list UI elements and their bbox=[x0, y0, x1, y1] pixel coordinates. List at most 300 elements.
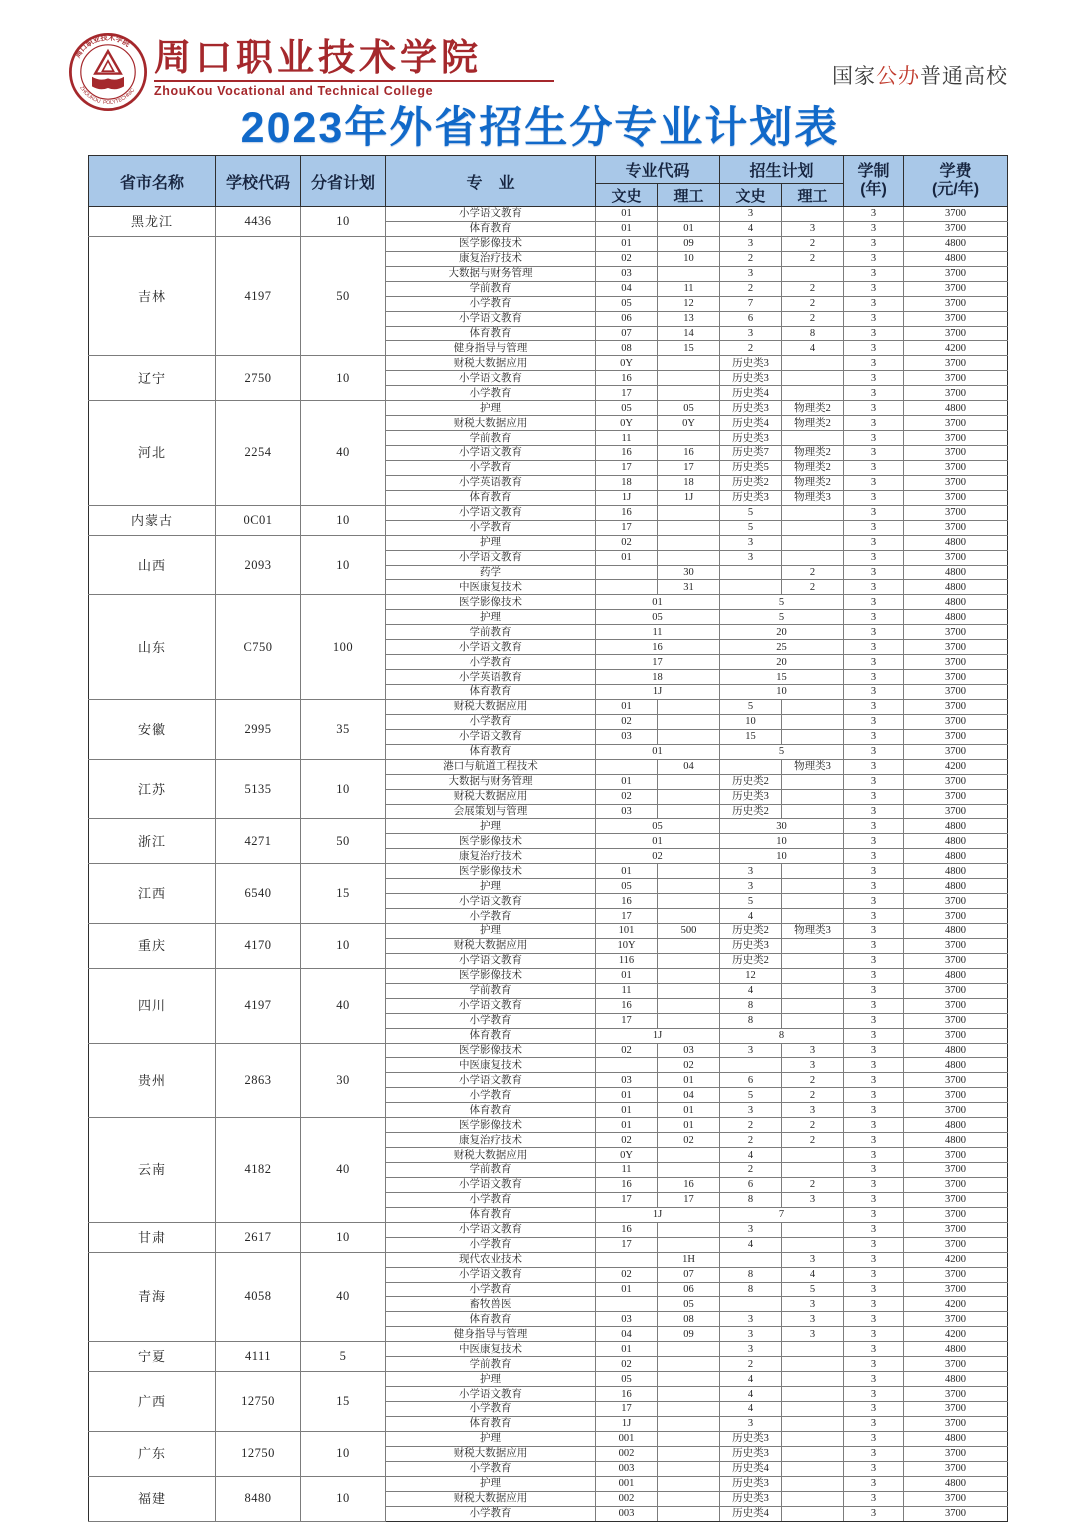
years-cell: 3 bbox=[844, 625, 904, 640]
major-code-ws-cell: 1J bbox=[596, 490, 658, 505]
tuition-cell: 4800 bbox=[904, 1431, 1008, 1446]
years-cell: 3 bbox=[844, 1342, 904, 1357]
enroll-plan-lg-cell bbox=[782, 1163, 844, 1178]
school-code-cell: 2254 bbox=[216, 401, 301, 506]
enroll-plan-ws-cell: 历史类3 bbox=[720, 356, 782, 371]
years-cell: 3 bbox=[844, 909, 904, 924]
enroll-plan-ws-cell: 3 bbox=[720, 1312, 782, 1327]
header-major-code: 专业代码 bbox=[596, 156, 720, 184]
major-code-lg-cell: 01 bbox=[658, 1118, 720, 1133]
school-code-cell: 4182 bbox=[216, 1118, 301, 1223]
province-cell: 山东 bbox=[89, 595, 216, 700]
enroll-plan-cell: 7 bbox=[720, 1207, 844, 1222]
enrollment-plan-table bbox=[88, 155, 1008, 1522]
tuition-cell: 3700 bbox=[904, 1446, 1008, 1461]
table-row bbox=[89, 535, 1008, 550]
enroll-plan-ws-cell: 4 bbox=[720, 1387, 782, 1402]
enroll-plan-ws-cell: 历史类3 bbox=[720, 490, 782, 505]
years-cell: 3 bbox=[844, 1043, 904, 1058]
major-cell: 小学英语教育 bbox=[386, 475, 596, 490]
school-code-cell: 5135 bbox=[216, 759, 301, 819]
enroll-plan-ws-cell bbox=[720, 759, 782, 774]
tuition-cell: 3700 bbox=[904, 1222, 1008, 1237]
enroll-plan-lg-cell: 4 bbox=[782, 341, 844, 356]
major-cell: 小学语文教育 bbox=[386, 550, 596, 565]
province-plan-cell: 10 bbox=[301, 1431, 386, 1476]
major-code-lg-cell bbox=[658, 1222, 720, 1237]
years-cell: 3 bbox=[844, 1222, 904, 1237]
header-code-ws: 文史 bbox=[596, 184, 658, 207]
province-plan-cell: 50 bbox=[301, 819, 386, 864]
major-cell: 小学语文教育 bbox=[386, 729, 596, 744]
province-plan-cell: 100 bbox=[301, 595, 386, 700]
major-cell: 小学教育 bbox=[386, 1088, 596, 1103]
tuition-cell: 4800 bbox=[904, 251, 1008, 266]
major-code-lg-cell bbox=[658, 1476, 720, 1491]
years-cell: 3 bbox=[844, 281, 904, 296]
years-cell: 3 bbox=[844, 311, 904, 326]
major-code-lg-cell bbox=[658, 1357, 720, 1372]
major-code-ws-cell: 0Y bbox=[596, 416, 658, 431]
tuition-cell: 3700 bbox=[904, 296, 1008, 311]
major-code-lg-cell: 1J bbox=[658, 490, 720, 505]
major-cell: 医学影像技术 bbox=[386, 968, 596, 983]
major-cell: 健身指导与管理 bbox=[386, 1327, 596, 1342]
enroll-plan-ws-cell: 历史类4 bbox=[720, 416, 782, 431]
major-cell: 小学语文教育 bbox=[386, 311, 596, 326]
enroll-plan-ws-cell: 2 bbox=[720, 1133, 782, 1148]
enroll-plan-ws-cell: 7 bbox=[720, 296, 782, 311]
tuition-cell: 3700 bbox=[904, 1312, 1008, 1327]
province-plan-cell: 40 bbox=[301, 1252, 386, 1342]
major-code-lg-cell bbox=[658, 1446, 720, 1461]
major-cell: 小学语文教育 bbox=[386, 1177, 596, 1192]
enroll-plan-ws-cell: 8 bbox=[720, 1192, 782, 1207]
enroll-plan-lg-cell: 2 bbox=[782, 565, 844, 580]
tuition-cell: 3700 bbox=[904, 744, 1008, 759]
tuition-cell: 3700 bbox=[904, 1282, 1008, 1297]
enroll-plan-cell: 8 bbox=[720, 1028, 844, 1043]
major-code-ws-cell: 001 bbox=[596, 1476, 658, 1491]
province-cell: 黑龙江 bbox=[89, 207, 216, 237]
enroll-plan-ws-cell: 2 bbox=[720, 1357, 782, 1372]
major-cell: 财税大数据应用 bbox=[386, 416, 596, 431]
years-cell: 3 bbox=[844, 894, 904, 909]
major-code-lg-cell: 02 bbox=[658, 1133, 720, 1148]
years-cell: 3 bbox=[844, 401, 904, 416]
major-cell: 医学影像技术 bbox=[386, 834, 596, 849]
table-row bbox=[89, 924, 1008, 939]
major-code-lg-cell bbox=[658, 938, 720, 953]
enroll-plan-lg-cell bbox=[782, 266, 844, 281]
enroll-plan-ws-cell: 历史类3 bbox=[720, 1491, 782, 1506]
enroll-plan-lg-cell bbox=[782, 1387, 844, 1402]
major-code-ws-cell: 17 bbox=[596, 1237, 658, 1252]
tuition-cell: 3700 bbox=[904, 1013, 1008, 1028]
years-cell: 3 bbox=[844, 1088, 904, 1103]
major-cell: 康复治疗技术 bbox=[386, 1133, 596, 1148]
major-code-lg-cell: 13 bbox=[658, 311, 720, 326]
province-cell: 浙江 bbox=[89, 819, 216, 864]
years-cell: 3 bbox=[844, 744, 904, 759]
years-cell: 3 bbox=[844, 1148, 904, 1163]
tuition-cell: 3700 bbox=[904, 729, 1008, 744]
table-row bbox=[89, 968, 1008, 983]
tuition-cell: 3700 bbox=[904, 804, 1008, 819]
tuition-cell: 4800 bbox=[904, 834, 1008, 849]
school-code-cell: 2750 bbox=[216, 356, 301, 401]
school-code-cell: 2995 bbox=[216, 699, 301, 759]
major-code-ws-cell: 17 bbox=[596, 1402, 658, 1417]
enroll-plan-ws-cell: 5 bbox=[720, 894, 782, 909]
province-plan-cell: 10 bbox=[301, 505, 386, 535]
enroll-plan-ws-cell: 历史类4 bbox=[720, 1506, 782, 1521]
enroll-plan-lg-cell bbox=[782, 356, 844, 371]
enroll-plan-ws-cell: 3 bbox=[720, 535, 782, 550]
tuition-cell: 3700 bbox=[904, 460, 1008, 475]
province-cell: 云南 bbox=[89, 1118, 216, 1223]
school-code-cell: 4271 bbox=[216, 819, 301, 864]
tuition-cell: 3700 bbox=[904, 1088, 1008, 1103]
major-code-ws-cell: 16 bbox=[596, 1387, 658, 1402]
years-cell: 3 bbox=[844, 431, 904, 446]
major-code-lg-cell: 03 bbox=[658, 1043, 720, 1058]
major-code-ws-cell: 1J bbox=[596, 1416, 658, 1431]
major-code-ws-cell: 18 bbox=[596, 475, 658, 490]
enroll-plan-cell: 10 bbox=[720, 849, 844, 864]
enroll-plan-ws-cell: 历史类3 bbox=[720, 1446, 782, 1461]
major-code-lg-cell: 01 bbox=[658, 1073, 720, 1088]
enroll-plan-ws-cell: 4 bbox=[720, 1148, 782, 1163]
enroll-plan-lg-cell: 8 bbox=[782, 326, 844, 341]
major-code-ws-cell: 116 bbox=[596, 953, 658, 968]
major-code-ws-cell: 02 bbox=[596, 1267, 658, 1282]
school-name-en: ZhouKou Vocational and Technical College bbox=[154, 83, 434, 98]
major-code-lg-cell: 01 bbox=[658, 1103, 720, 1118]
enroll-plan-ws-cell: 历史类3 bbox=[720, 1431, 782, 1446]
major-cell: 小学教育 bbox=[386, 460, 596, 475]
years-cell: 3 bbox=[844, 864, 904, 879]
tuition-cell: 4800 bbox=[904, 535, 1008, 550]
enroll-plan-lg-cell bbox=[782, 1506, 844, 1521]
enroll-plan-lg-cell: 2 bbox=[782, 251, 844, 266]
major-code-ws-cell: 10Y bbox=[596, 938, 658, 953]
tuition-cell: 3700 bbox=[904, 998, 1008, 1013]
major-code-lg-cell bbox=[658, 953, 720, 968]
tuition-cell: 4800 bbox=[904, 236, 1008, 251]
years-cell: 3 bbox=[844, 1297, 904, 1312]
enroll-plan-ws-cell: 3 bbox=[720, 1222, 782, 1237]
major-cell: 护理 bbox=[386, 879, 596, 894]
enroll-plan-ws-cell: 4 bbox=[720, 909, 782, 924]
major-code-lg-cell bbox=[658, 909, 720, 924]
major-code-ws-cell: 01 bbox=[596, 774, 658, 789]
tuition-cell: 3700 bbox=[904, 774, 1008, 789]
major-cell: 护理 bbox=[386, 1431, 596, 1446]
enroll-plan-lg-cell bbox=[782, 431, 844, 446]
school-code-cell: 12750 bbox=[216, 1372, 301, 1432]
enroll-plan-ws-cell: 历史类2 bbox=[720, 774, 782, 789]
enroll-plan-lg-cell: 物理类2 bbox=[782, 460, 844, 475]
years-cell: 3 bbox=[844, 1312, 904, 1327]
province-cell: 四川 bbox=[89, 968, 216, 1043]
major-cell: 康复治疗技术 bbox=[386, 849, 596, 864]
major-cell: 护理 bbox=[386, 610, 596, 625]
school-code-cell: 4170 bbox=[216, 924, 301, 969]
major-cell: 小学语文教育 bbox=[386, 1222, 596, 1237]
school-name-cn: 周口职业技术学院 bbox=[154, 38, 482, 79]
major-code-lg-cell: 18 bbox=[658, 475, 720, 490]
major-code-lg-cell: 1H bbox=[658, 1252, 720, 1267]
tuition-cell: 4200 bbox=[904, 341, 1008, 356]
major-code-lg-cell bbox=[658, 804, 720, 819]
years-cell: 3 bbox=[844, 1476, 904, 1491]
enroll-plan-cell: 20 bbox=[720, 625, 844, 640]
major-code-ws-cell: 01 bbox=[596, 968, 658, 983]
header-tuition bbox=[904, 156, 1008, 207]
enroll-plan-ws-cell bbox=[720, 565, 782, 580]
table-header bbox=[89, 156, 1008, 207]
major-code-lg-cell bbox=[658, 535, 720, 550]
major-cell: 小学教育 bbox=[386, 1506, 596, 1521]
major-code-lg-cell bbox=[658, 356, 720, 371]
table-row bbox=[89, 595, 1008, 610]
major-code-lg-cell bbox=[658, 998, 720, 1013]
major-code-lg-cell bbox=[658, 1506, 720, 1521]
enroll-plan-lg-cell: 2 bbox=[782, 1088, 844, 1103]
years-cell: 3 bbox=[844, 774, 904, 789]
enroll-plan-lg-cell bbox=[782, 1491, 844, 1506]
enroll-plan-ws-cell: 历史类3 bbox=[720, 371, 782, 386]
province-plan-cell: 15 bbox=[301, 1372, 386, 1432]
header-major: 专 业 bbox=[386, 156, 596, 207]
years-cell: 3 bbox=[844, 1506, 904, 1521]
enroll-plan-ws-cell: 4 bbox=[720, 1237, 782, 1252]
years-cell: 3 bbox=[844, 565, 904, 580]
enroll-plan-ws-cell: 5 bbox=[720, 699, 782, 714]
enroll-plan-lg-cell bbox=[782, 505, 844, 520]
years-cell: 3 bbox=[844, 819, 904, 834]
enroll-plan-ws-cell: 3 bbox=[720, 236, 782, 251]
enroll-plan-ws-cell: 2 bbox=[720, 281, 782, 296]
major-cell: 小学语文教育 bbox=[386, 505, 596, 520]
major-code-lg-cell: 12 bbox=[658, 296, 720, 311]
major-cell: 小学教育 bbox=[386, 1013, 596, 1028]
major-code-lg-cell: 05 bbox=[658, 401, 720, 416]
major-code-ws-cell bbox=[596, 1297, 658, 1312]
province-plan-cell: 30 bbox=[301, 1043, 386, 1118]
enroll-plan-lg-cell: 物理类3 bbox=[782, 759, 844, 774]
tuition-cell: 3700 bbox=[904, 490, 1008, 505]
enroll-plan-lg-cell bbox=[782, 386, 844, 401]
plan-table-body bbox=[89, 207, 1008, 1522]
years-cell: 3 bbox=[844, 505, 904, 520]
major-cell: 小学教育 bbox=[386, 1237, 596, 1252]
tuition-cell: 4200 bbox=[904, 1327, 1008, 1342]
major-code-lg-cell bbox=[658, 386, 720, 401]
school-code-cell: 4197 bbox=[216, 968, 301, 1043]
province-cell: 河北 bbox=[89, 401, 216, 506]
major-code-lg-cell bbox=[658, 714, 720, 729]
major-code-lg-cell: 30 bbox=[658, 565, 720, 580]
major-code-ws-cell: 05 bbox=[596, 401, 658, 416]
major-code-ws-cell: 02 bbox=[596, 1357, 658, 1372]
tuition-cell: 3700 bbox=[904, 266, 1008, 281]
major-code-ws-cell: 06 bbox=[596, 311, 658, 326]
major-code-ws-cell: 101 bbox=[596, 924, 658, 939]
enroll-plan-ws-cell: 6 bbox=[720, 1073, 782, 1088]
years-cell: 3 bbox=[844, 236, 904, 251]
major-cell: 体育教育 bbox=[386, 744, 596, 759]
years-cell: 3 bbox=[844, 938, 904, 953]
tuition-cell: 3700 bbox=[904, 789, 1008, 804]
enroll-plan-lg-cell bbox=[782, 520, 844, 535]
enroll-plan-lg-cell bbox=[782, 714, 844, 729]
years-cell: 3 bbox=[844, 1372, 904, 1387]
major-cell: 医学影像技术 bbox=[386, 595, 596, 610]
tuition-cell: 3700 bbox=[904, 1073, 1008, 1088]
major-code-ws-cell: 02 bbox=[596, 789, 658, 804]
years-cell: 3 bbox=[844, 1357, 904, 1372]
major-code-lg-cell bbox=[658, 729, 720, 744]
major-code-ws-cell: 01 bbox=[596, 1118, 658, 1133]
header-years bbox=[844, 156, 904, 207]
years-cell: 3 bbox=[844, 550, 904, 565]
years-cell: 3 bbox=[844, 789, 904, 804]
tuition-cell: 4800 bbox=[904, 864, 1008, 879]
tuition-cell: 3700 bbox=[904, 1387, 1008, 1402]
tuition-cell: 3700 bbox=[904, 475, 1008, 490]
province-plan-cell: 40 bbox=[301, 401, 386, 506]
tuition-cell: 4800 bbox=[904, 924, 1008, 939]
major-cell: 学前教育 bbox=[386, 1357, 596, 1372]
years-cell: 3 bbox=[844, 221, 904, 236]
major-code-lg-cell bbox=[658, 894, 720, 909]
enroll-plan-lg-cell: 2 bbox=[782, 1118, 844, 1133]
major-code-lg-cell bbox=[658, 699, 720, 714]
tuition-cell: 4800 bbox=[904, 849, 1008, 864]
major-code-lg-cell: 07 bbox=[658, 1267, 720, 1282]
major-code-lg-cell bbox=[658, 431, 720, 446]
years-cell: 3 bbox=[844, 446, 904, 461]
major-code-lg-cell bbox=[658, 1013, 720, 1028]
major-code-ws-cell: 003 bbox=[596, 1506, 658, 1521]
table-row bbox=[89, 356, 1008, 371]
tuition-cell: 4800 bbox=[904, 580, 1008, 595]
enroll-plan-ws-cell: 5 bbox=[720, 505, 782, 520]
years-cell: 3 bbox=[844, 1163, 904, 1178]
major-code-lg-cell: 10 bbox=[658, 251, 720, 266]
major-cell: 护理 bbox=[386, 1476, 596, 1491]
major-cell: 小学英语教育 bbox=[386, 670, 596, 685]
major-code-lg-cell: 0Y bbox=[658, 416, 720, 431]
enroll-plan-lg-cell bbox=[782, 371, 844, 386]
enroll-plan-lg-cell bbox=[782, 1357, 844, 1372]
major-code-lg-cell: 09 bbox=[658, 1327, 720, 1342]
enroll-plan-lg-cell bbox=[782, 729, 844, 744]
table-row bbox=[89, 236, 1008, 251]
major-code-ws-cell: 07 bbox=[596, 326, 658, 341]
province-plan-cell: 5 bbox=[301, 1342, 386, 1372]
school-code-cell: 12750 bbox=[216, 1431, 301, 1476]
years-cell: 3 bbox=[844, 1267, 904, 1282]
enroll-plan-lg-cell bbox=[782, 1446, 844, 1461]
years-cell: 3 bbox=[844, 595, 904, 610]
years-cell: 3 bbox=[844, 1402, 904, 1417]
major-code-lg-cell: 14 bbox=[658, 326, 720, 341]
enroll-plan-lg-cell: 3 bbox=[782, 221, 844, 236]
major-code-ws-cell: 11 bbox=[596, 431, 658, 446]
enroll-plan-lg-cell bbox=[782, 998, 844, 1013]
enroll-plan-lg-cell: 物理类2 bbox=[782, 416, 844, 431]
major-code-ws-cell: 16 bbox=[596, 371, 658, 386]
years-cell: 3 bbox=[844, 1073, 904, 1088]
tuition-cell: 3700 bbox=[904, 505, 1008, 520]
tuition-cell: 4800 bbox=[904, 1058, 1008, 1073]
tuition-cell: 4800 bbox=[904, 565, 1008, 580]
enroll-plan-lg-cell: 2 bbox=[782, 296, 844, 311]
major-code-lg-cell bbox=[658, 207, 720, 222]
major-code-lg-cell bbox=[658, 266, 720, 281]
enroll-plan-ws-cell: 3 bbox=[720, 1327, 782, 1342]
table-row bbox=[89, 759, 1008, 774]
school-brand bbox=[154, 40, 554, 98]
major-code-ws-cell: 17 bbox=[596, 1192, 658, 1207]
years-cell: 3 bbox=[844, 371, 904, 386]
major-code-ws-cell: 0Y bbox=[596, 1148, 658, 1163]
years-cell: 3 bbox=[844, 1252, 904, 1267]
major-code-cell: 01 bbox=[596, 834, 720, 849]
tuition-cell: 3700 bbox=[904, 655, 1008, 670]
tuition-cell: 3700 bbox=[904, 1207, 1008, 1222]
header-code-lg: 理工 bbox=[658, 184, 720, 207]
enroll-plan-lg-cell bbox=[782, 774, 844, 789]
table-row bbox=[89, 1372, 1008, 1387]
major-code-cell: 01 bbox=[596, 595, 720, 610]
major-cell: 小学教育 bbox=[386, 520, 596, 535]
enroll-plan-lg-cell bbox=[782, 909, 844, 924]
enroll-plan-ws-cell: 6 bbox=[720, 1177, 782, 1192]
years-cell: 3 bbox=[844, 1118, 904, 1133]
major-code-ws-cell: 03 bbox=[596, 266, 658, 281]
table-row bbox=[89, 1252, 1008, 1267]
enroll-plan-lg-cell: 物理类2 bbox=[782, 401, 844, 416]
major-code-lg-cell bbox=[658, 1237, 720, 1252]
major-cell: 医学影像技术 bbox=[386, 236, 596, 251]
years-cell: 3 bbox=[844, 804, 904, 819]
major-code-ws-cell: 17 bbox=[596, 1013, 658, 1028]
table-row bbox=[89, 1043, 1008, 1058]
major-code-ws-cell: 03 bbox=[596, 729, 658, 744]
major-cell: 小学语文教育 bbox=[386, 640, 596, 655]
major-code-ws-cell: 002 bbox=[596, 1491, 658, 1506]
table-row bbox=[89, 1222, 1008, 1237]
years-cell: 3 bbox=[844, 924, 904, 939]
enroll-plan-ws-cell: 8 bbox=[720, 998, 782, 1013]
major-cell: 小学语文教育 bbox=[386, 1387, 596, 1402]
enroll-plan-cell: 25 bbox=[720, 640, 844, 655]
major-code-ws-cell bbox=[596, 580, 658, 595]
major-cell: 中医康复技术 bbox=[386, 1342, 596, 1357]
enroll-plan-ws-cell: 历史类3 bbox=[720, 1476, 782, 1491]
major-code-lg-cell: 17 bbox=[658, 1192, 720, 1207]
major-code-lg-cell: 08 bbox=[658, 1312, 720, 1327]
major-code-ws-cell: 11 bbox=[596, 983, 658, 998]
enroll-plan-ws-cell: 6 bbox=[720, 311, 782, 326]
enroll-plan-cell: 5 bbox=[720, 744, 844, 759]
major-code-lg-cell: 01 bbox=[658, 221, 720, 236]
years-cell: 3 bbox=[844, 610, 904, 625]
